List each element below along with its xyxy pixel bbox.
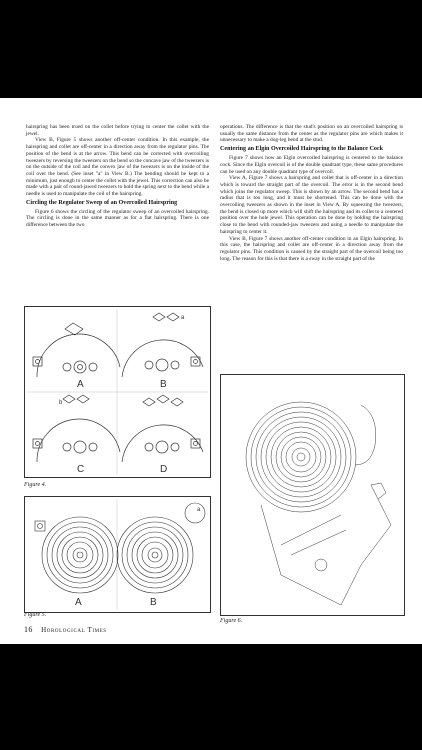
fig5-inset-label-a: a <box>197 507 201 513</box>
page-footer <box>24 625 107 634</box>
figure-6-caption: Figure 6. <box>220 618 243 624</box>
fig4-label-c: C <box>77 464 85 475</box>
fig4-label-b: B <box>160 379 167 390</box>
left-paragraph-2: View B, Figure 5 shows another off-center condition. In this example, the hairspring and collet are off-center in a direction away from the regulator pins. The position of the bend is at the arrow. This bend can be corrected with overcoiling tweezers by reversing the tweezers on the bend so the concave jaw of the tweezers is on the outside of the coil and the convex jaw of the tweezers is on the inside of the coil over the bend. (See inset "a" in View B.) The bending should be kept to a minimum, just enough to center the collet with the jewel. This correction can also be made with a pair of round-jawed tweezers to hold the spring next to the bend while a needle is used to manipulate the coil of the hairspring. <box>26 137 209 198</box>
fig4-label-a: A <box>77 379 84 390</box>
fig4-inset-label-b: b <box>59 400 63 406</box>
right-paragraph-3: View A, Figure 7 shows a hairspring and collet that is off-center in a direction which is toward the straight part of the overcoil. The error is in the second bend which joins the regulator sweep. This is shown by an arrow. The second bend has a radius that is too long, and it must be shortened. This can be done with the overcoiling tweezers as shown in the inset in View A. By squeezing the tweezers, the bend is closed up more which will shift the hairspring and its collet to a centered position over the hole jewel. This operation can be done by holding the hairspring close to the bend with rounded-jaw tweezers and using a needle to manipulate the hairspring to center it. <box>220 175 403 235</box>
page-number: 16 <box>24 625 33 634</box>
left-section-heading: Circling the Regulator Sweep of an Overcoiled Hairspring <box>26 199 178 206</box>
right-section-heading: Centering an Elgin Overcoiled Hairspring to the Balance Cock <box>220 146 384 153</box>
figure-4-illustration <box>24 306 211 478</box>
left-paragraph-1: hairspring has been trued on the collet before trying to center the collet with the jewel. <box>26 124 209 137</box>
figure-5-caption: Figure 5. <box>24 612 47 618</box>
right-paragraph-4: View B, Figure 7 shows another off-center condition in an Elgin hairspring. In this case, the hairspring and collet are off-center in a direction away from the regulator pins. This condition is caused by the straight part of the overcoil being too long. The reason for this is that there is a sway in the straight part of the <box>220 235 403 262</box>
figure-5-illustration <box>24 496 211 613</box>
figure-6-illustration <box>220 374 405 616</box>
figure-4-caption: Figure 4. <box>24 482 47 488</box>
fig4-label-d: D <box>160 464 168 475</box>
right-paragraph-1: operations. The difference is that the stud's position on an overcoiled hairspring is usually the same distance from the center as the regulator pins are which makes it unnecessary to make a dog-leg bend at the stud. <box>220 124 403 144</box>
fig4-inset-label-a: a <box>181 315 185 321</box>
right-paragraph-2: Figure 7 shows how an Elgin overcoiled hairspring is centered to the balance cock. Since the Elgin overcoil is of the double quadrant type, these same procedures can be used on any double quadrant type of overcoil. <box>220 155 403 175</box>
magazine-page <box>0 98 422 644</box>
magazine-name: Horological Times <box>41 626 107 634</box>
left-paragraph-3: Figure 6 shows the circling of the regulator sweep of an overcoiled hairspring. The circling is done in the same manner as for a flat hairspring. There is one difference between the two <box>26 208 209 229</box>
right-text-column <box>220 124 403 262</box>
left-text-column <box>26 124 209 229</box>
fig5-label-b: B <box>150 597 157 608</box>
fig5-label-a: A <box>75 597 82 608</box>
